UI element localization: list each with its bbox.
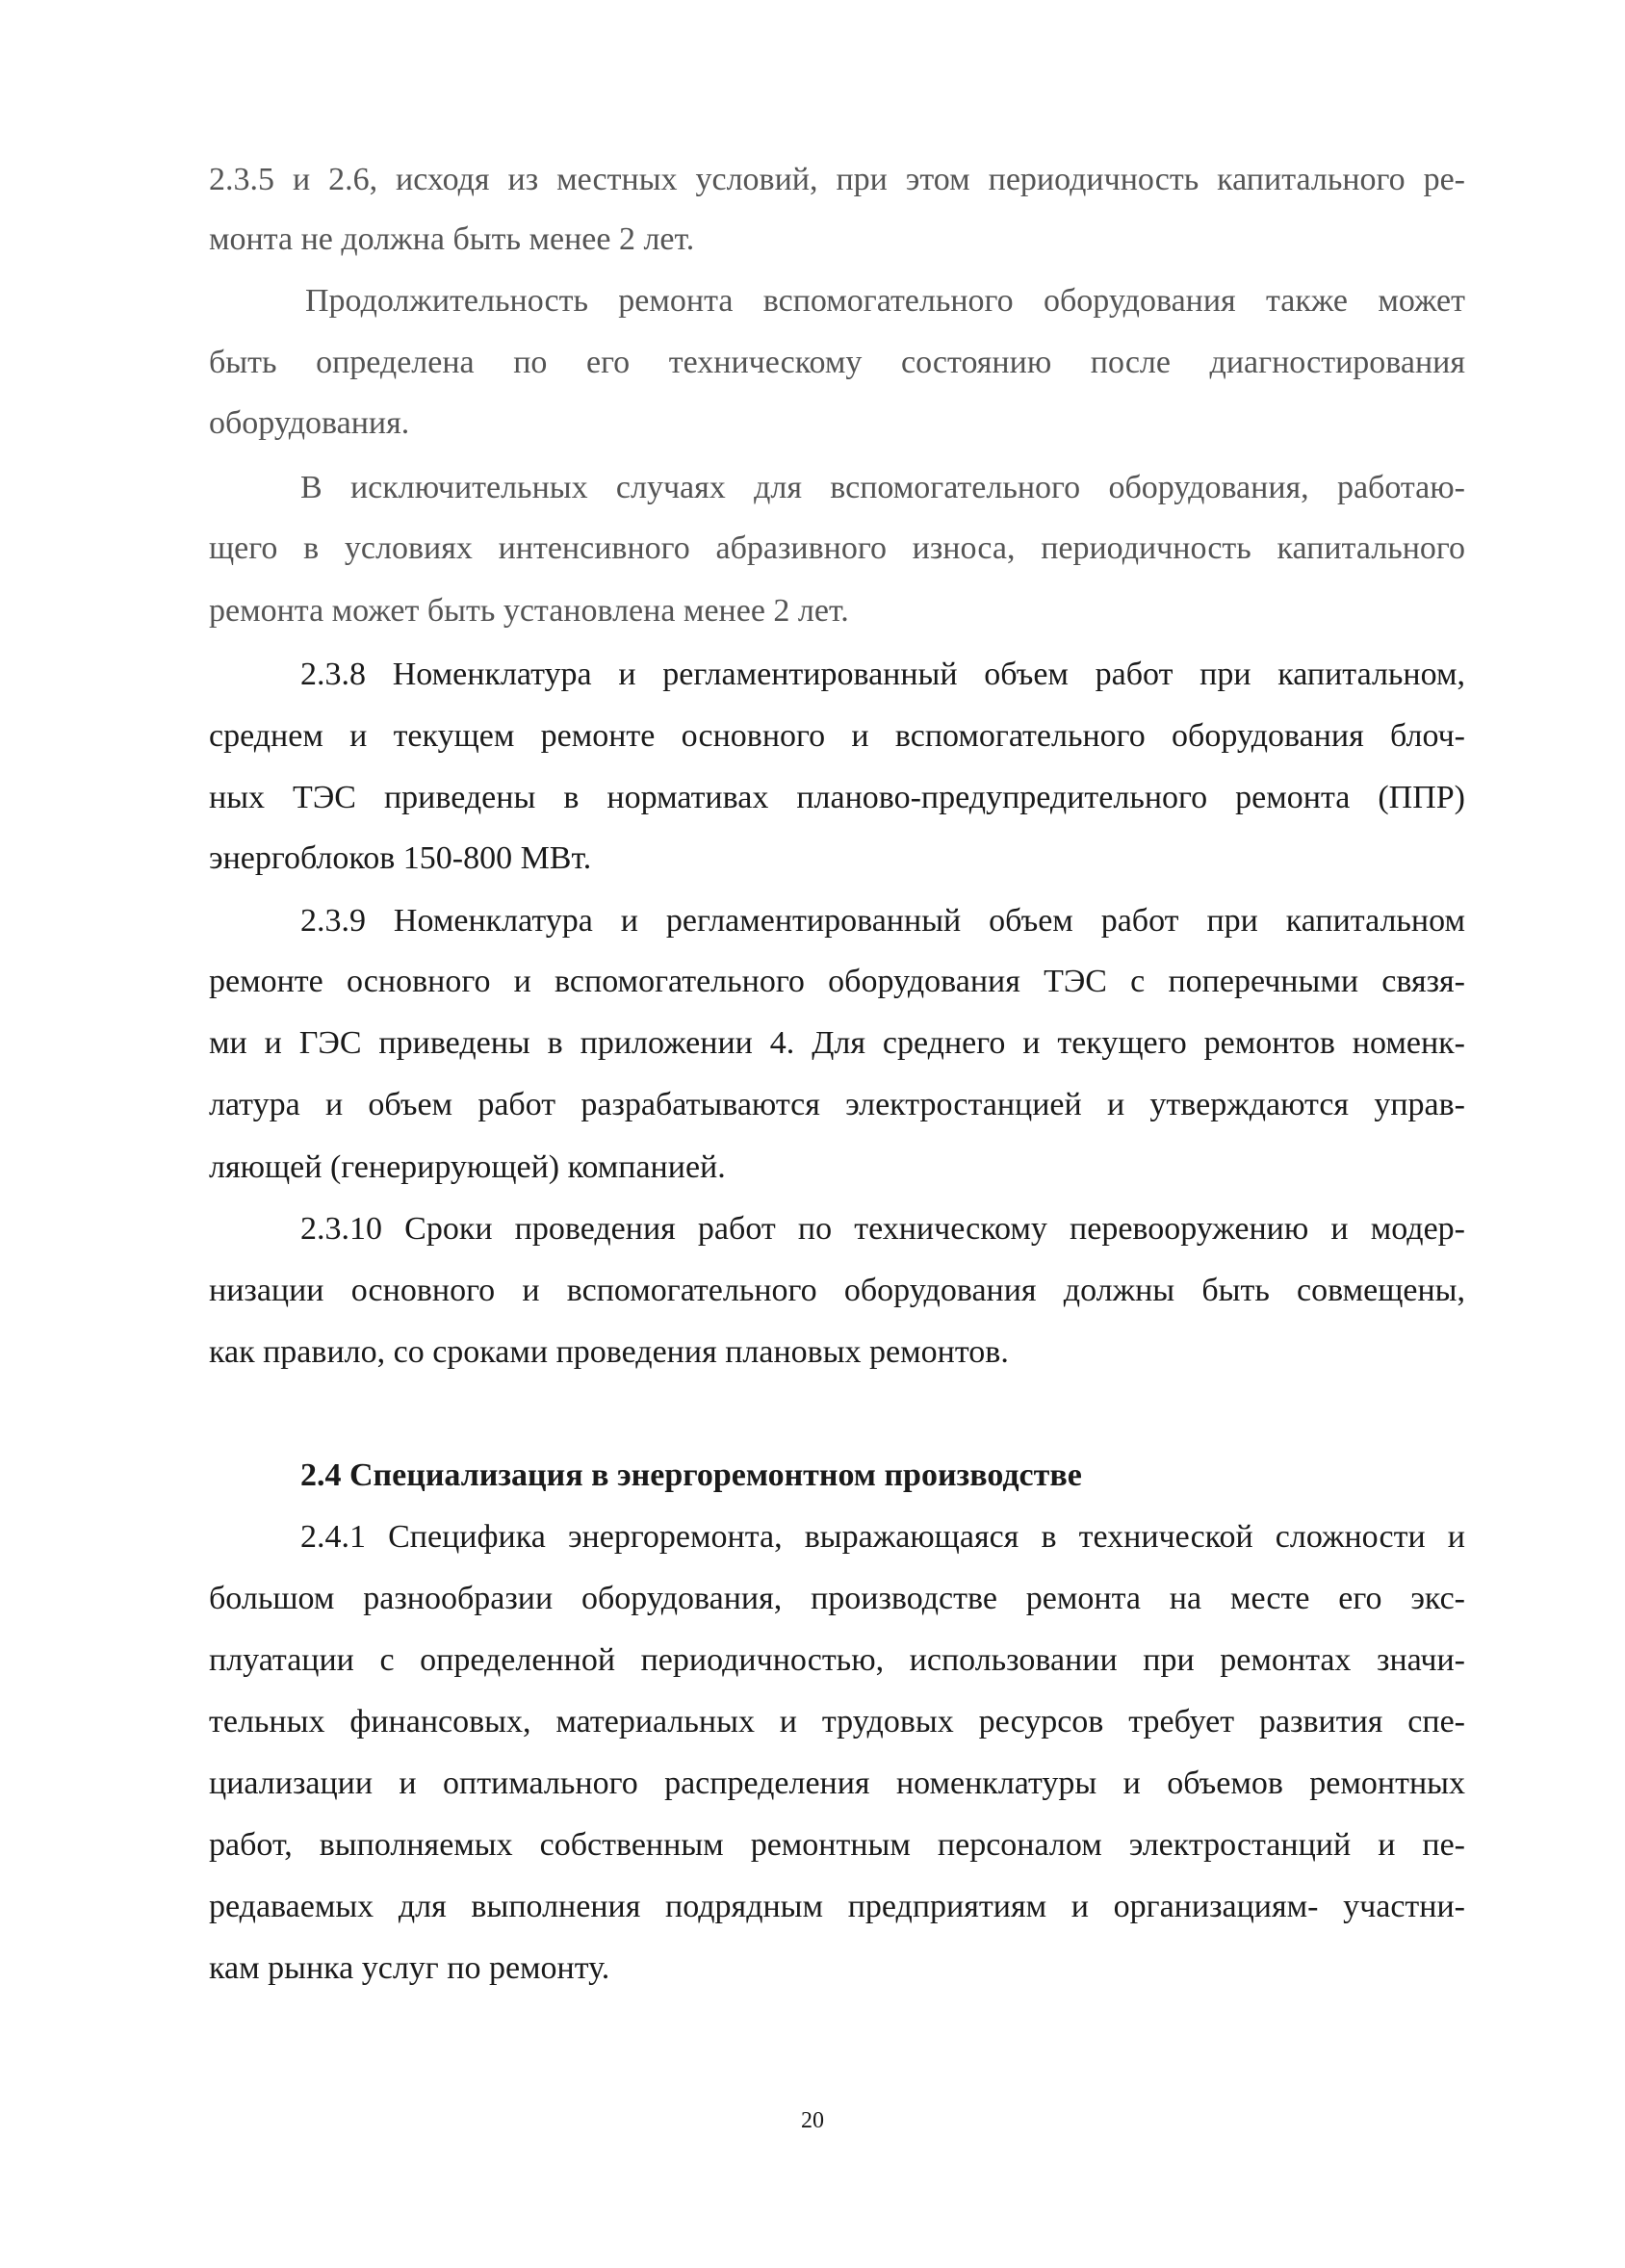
text-line: ляющей (генерирующей) компанией. (209, 1149, 726, 1185)
text-line: среднем и текущем ремонте основного и вспомогательного оборудования блоч- (209, 718, 1465, 754)
text-line: 2.3.10 Сроки проведения работ по техническому перевооружению и модер- (300, 1211, 1465, 1247)
page-number: 20 (801, 2108, 824, 2133)
text-line: циализации и оптимального распределения номенклатуры и объемов ремонтных (209, 1765, 1465, 1801)
text-line: 2.4.1 Специфика энергоремонта, выражающаяся в технической сложности и (300, 1519, 1465, 1555)
text-line: быть определена по его техническому состоянию после диагностирования (209, 345, 1465, 380)
text-line: оборудования. (209, 405, 410, 441)
text-line: 2.3.9 Номенклатура и регламентированный объем работ при капитальном (300, 903, 1465, 939)
text-line: работ, выполняемых собственным ремонтным персоналом электростанций и пе- (209, 1827, 1465, 1863)
text-line: плуатации с определенной периодичностью, использовании при ремонтах значи- (209, 1642, 1465, 1678)
section-heading: 2.4 Специализация в энергоремонтном производстве (300, 1457, 1082, 1493)
text-line: ремонте основного и вспомогательного оборудования ТЭС с поперечными связя- (209, 964, 1465, 999)
text-line: ных ТЭС приведены в нормативах планово-предупредительного ремонта (ППР) (209, 780, 1465, 815)
text-line: щего в условиях интенсивного абразивного износа, периодичность капитального (209, 530, 1465, 566)
text-line: тельных финансовых, материальных и трудовых ресурсов требует развития спе- (209, 1704, 1465, 1740)
text-line: латура и объем работ разрабатываются электростанцией и утверждаются управ- (209, 1087, 1465, 1122)
text-line: большом разнообразии оборудования, производстве ремонта на месте его экс- (209, 1581, 1465, 1616)
text-line: 2.3.8 Номенклатура и регламентированный объем работ при капитальном, (300, 657, 1465, 692)
text-line: 2.3.5 и 2.6, исходя из местных условий, при этом периодичность капитального ре- (209, 162, 1465, 197)
text-line: монта не должна быть менее 2 лет. (209, 221, 695, 257)
text-line: редаваемых для выполнения подрядным предприятиям и организациям- участни- (209, 1889, 1465, 1924)
text-line: Продолжительность ремонта вспомогательного оборудования также может (305, 283, 1465, 319)
text-line: как правило, со сроками проведения плановых ремонтов. (209, 1334, 1009, 1370)
text-line: низации основного и вспомогательного оборудования должны быть совмещены, (209, 1273, 1465, 1308)
text-line: ремонта может быть установлена менее 2 лет. (209, 593, 849, 629)
text-line: ми и ГЭС приведены в приложении 4. Для среднего и текущего ремонтов номенк- (209, 1025, 1465, 1061)
text-line: кам рынка услуг по ремонту. (209, 1950, 610, 1986)
text-line: энергоблоков 150-800 МВт. (209, 840, 592, 876)
text-line: В исключительных случаях для вспомогательного оборудования, работаю- (300, 470, 1465, 505)
